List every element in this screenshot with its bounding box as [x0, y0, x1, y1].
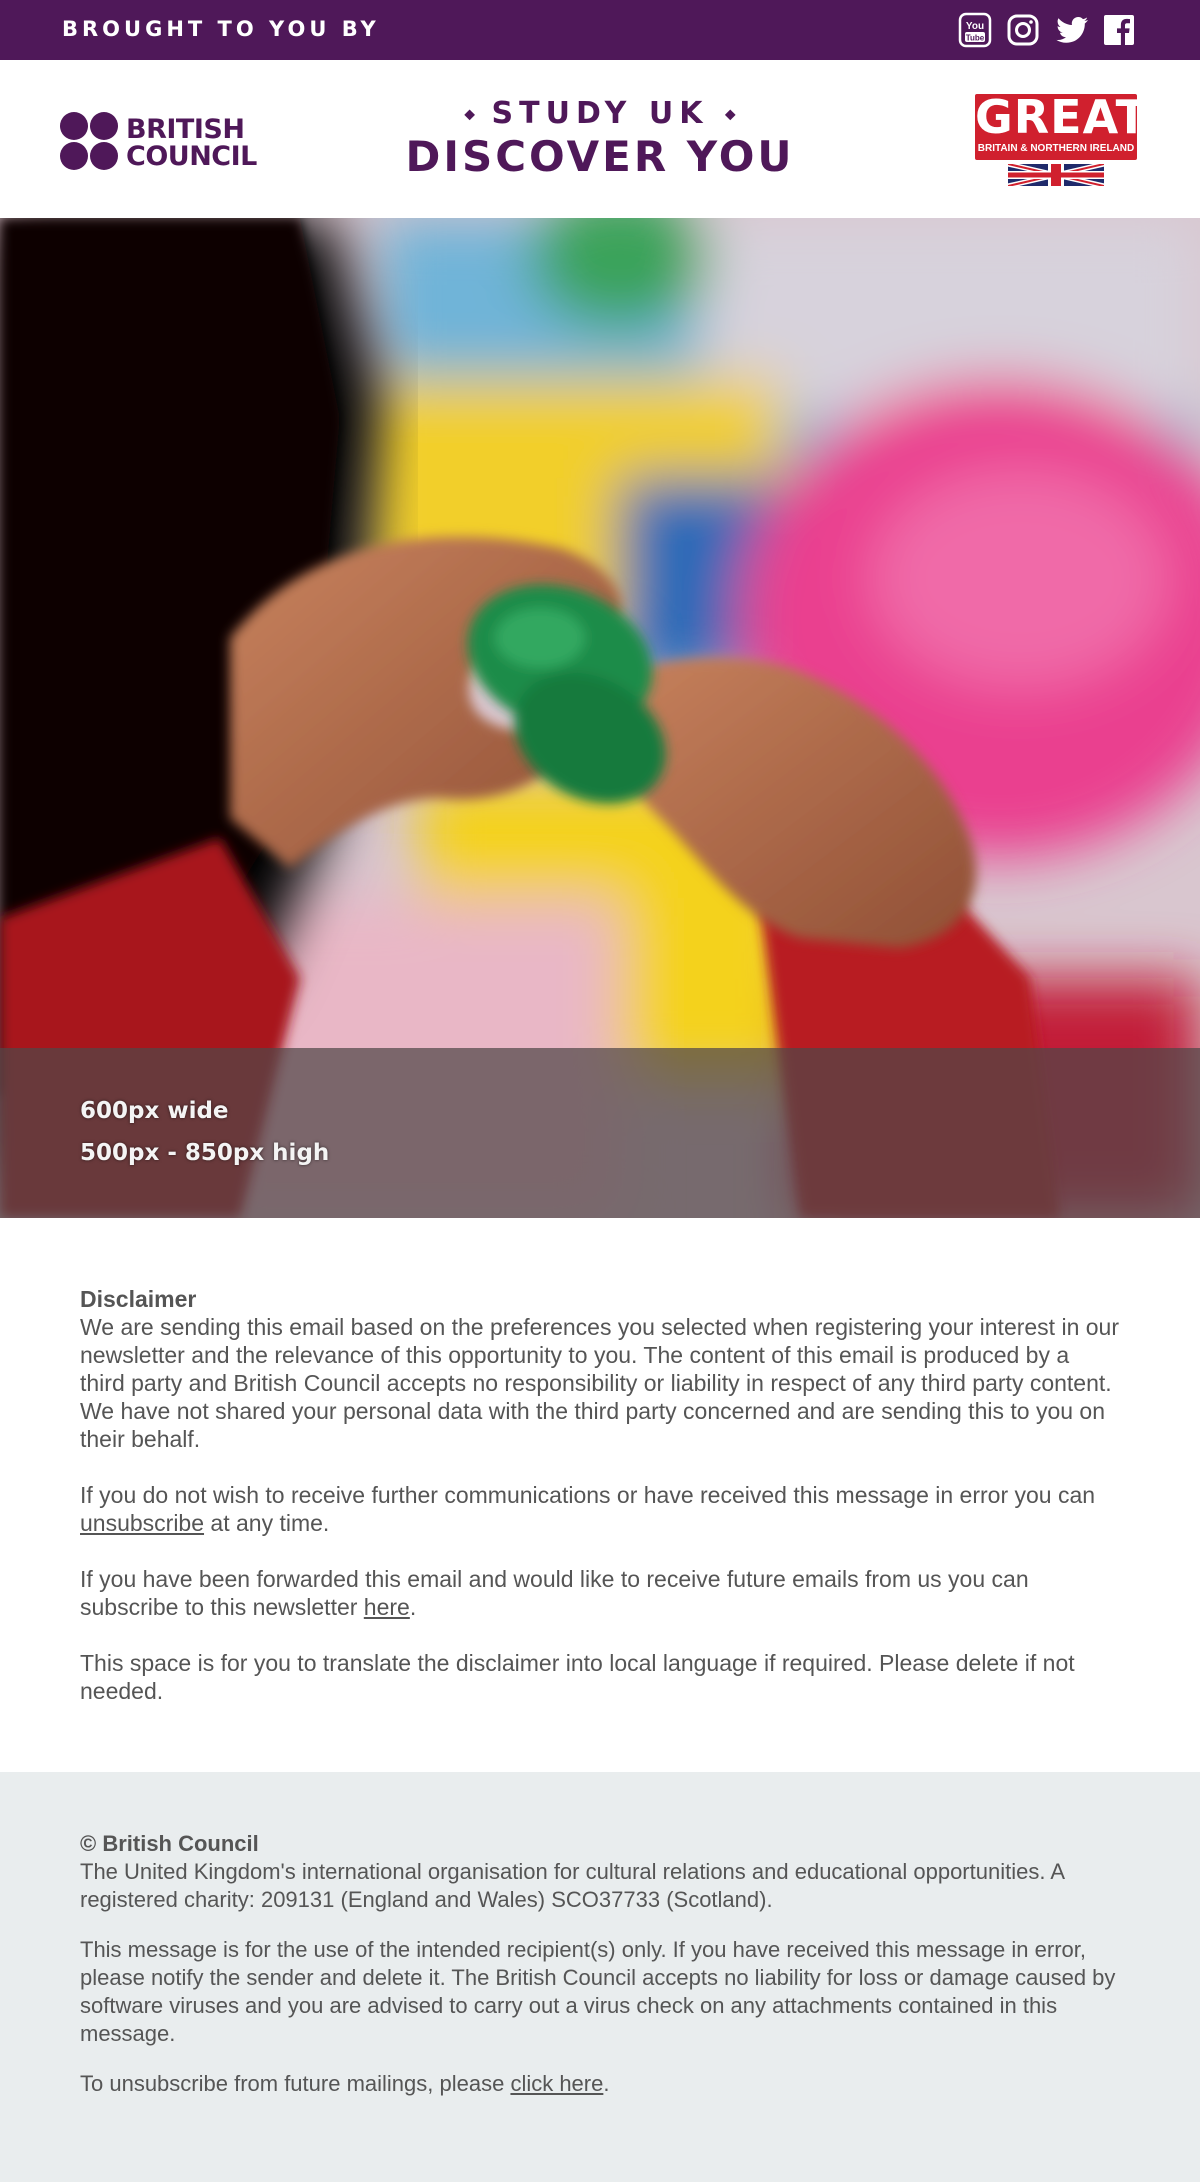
- disclaimer-para3-text: If you have been forwarded this email and would like to receive future emails from us you can subscribe to this newsletter: [80, 1566, 1029, 1620]
- disclaimer-para1: We are sending this email based on the preferences you selected when registering your interest in our newsletter and the relevance of this opportunity to you. The content of this email is produced by a third party and British Council accepts no responsibility or liability in respect of any third party content. We have not shared your personal data with the third party concerned and are sending this to you on their behalf.: [80, 1314, 1119, 1452]
- unsubscribe-link[interactable]: unsubscribe: [80, 1510, 205, 1536]
- footer-para1: The United Kingdom's international organisation for cultural relations and educational opportunities. A registered charity: 209131 (England and Wales) SCO37733 (Scotland).: [80, 1859, 1064, 1912]
- disclaimer-para3: [80, 1565, 1120, 1621]
- study-uk-logo[interactable]: [380, 96, 820, 181]
- footer-para2: This message is for the use of the intended recipient(s) only. If you have received this message in error, please notify the sender and delete it. The British Council accepts no liability for loss or damage caused by software viruses and you are advised to carry out a virus check on any attachments contained in this message.: [80, 1937, 1116, 2046]
- discover-you-text: DISCOVER YOU: [405, 131, 795, 181]
- youtube-text-bottom: Tube: [965, 33, 985, 43]
- british-council-line1: BRITISH: [126, 114, 245, 145]
- footer-para3: [80, 2070, 1120, 2098]
- diamond-icon: ◆: [724, 106, 736, 123]
- hero-caption-line1: 600px wide: [80, 1098, 229, 1124]
- facebook-icon[interactable]: [1102, 12, 1136, 48]
- study-uk-text: STUDY UK: [491, 96, 709, 131]
- instagram-icon[interactable]: [1006, 12, 1040, 48]
- study-uk-line: [380, 96, 820, 133]
- british-council-circles-icon: [60, 112, 120, 172]
- footer-unsubscribe-link[interactable]: click here: [510, 2071, 604, 2096]
- footer-para3-end: .: [603, 2071, 610, 2096]
- twitter-icon[interactable]: [1054, 12, 1090, 48]
- great-badge: [975, 90, 1149, 160]
- great-britain-logo[interactable]: [975, 90, 1149, 186]
- disclaimer-section: [80, 1285, 1120, 1733]
- footer-text: [80, 1830, 1120, 2120]
- youtube-icon[interactable]: [958, 12, 992, 48]
- footer-para3-text: To unsubscribe from future mailings, please: [80, 2071, 511, 2096]
- hero-image: [0, 218, 1200, 1218]
- hero-caption-band: [0, 1048, 1200, 1218]
- brought-to-you-label: BROUGHT TO YOU BY: [62, 17, 380, 41]
- great-subtitle: BRITAIN & NORTHERN IRELAND: [977, 143, 1135, 154]
- top-bar: [0, 0, 1200, 60]
- british-council-wordmark: [126, 116, 257, 170]
- disclaimer-heading: Disclaimer: [80, 1286, 197, 1312]
- diamond-icon: ◆: [464, 106, 476, 123]
- youtube-text-top: You: [965, 21, 985, 32]
- disclaimer-para2-text: If you do not wish to receive further communications or have received this message in error you can: [80, 1482, 1096, 1508]
- great-word: GREAT: [975, 90, 1149, 144]
- subscribe-here-link[interactable]: here: [363, 1594, 410, 1620]
- disclaimer-para2-end: at any time.: [204, 1510, 330, 1536]
- british-council-line2: COUNCIL: [126, 141, 257, 172]
- logo-row: [0, 60, 1200, 218]
- footer-copyright: © British Council: [80, 1831, 259, 1856]
- disclaimer-para3-end: .: [409, 1594, 417, 1620]
- british-council-logo[interactable]: [60, 112, 270, 172]
- hero-caption-line2: 500px - 850px high: [80, 1140, 330, 1166]
- union-jack-icon: [1008, 164, 1104, 186]
- disclaimer-para4: This space is for you to translate the disclaimer into local language if required. Please delete if not needed.: [80, 1650, 1075, 1704]
- footer: [0, 1772, 1200, 2182]
- disclaimer-para2: [80, 1481, 1120, 1537]
